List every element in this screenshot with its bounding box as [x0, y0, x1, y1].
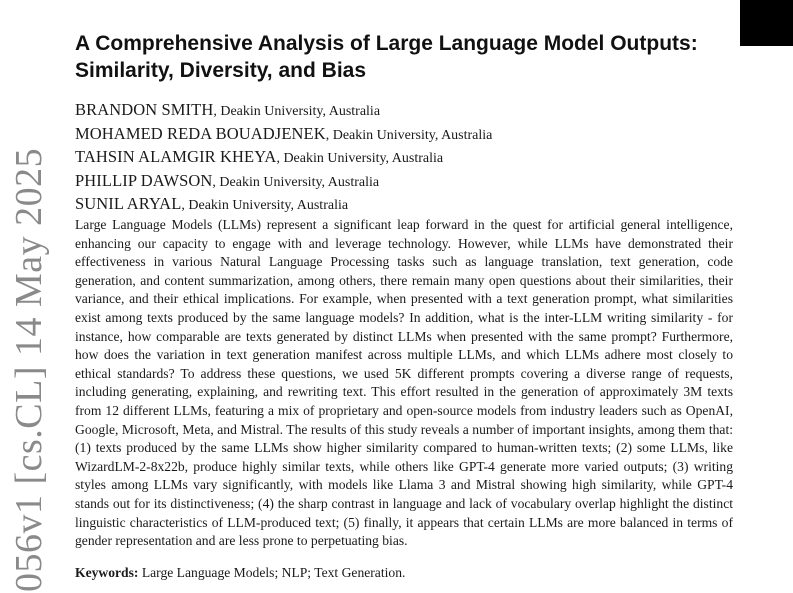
keywords-text: Large Language Models; NLP; Text Generation.: [138, 565, 406, 580]
author-entry: [75, 146, 755, 170]
author-name: BRANDON SMITH: [75, 100, 214, 119]
author-name: MOHAMED REDA BOUADJENEK: [75, 123, 326, 143]
abstract-paragraph: Large Language Models (LLMs) represent a significant leap forward in the quest for artificial general intelligence, enhancing our capacity to engage with and leverage technology. However, while LLMs have demonstrated their effectiveness in various Natural Language Processing tasks such as language translation, text generation, code generation, and content summarization, among others, there remain many open questions about their similarities, their variance, and their ethical implications. For example, when presented with a text generation prompt, what similarities exist among texts produced by the same language models? In addition, what is the inter-LLM writing similarity - for instance, how comparable are texts generated by distinct LLMs when presented with the same prompt? Furthermore, how does the variation in text generation manifest across multiple LLMs, and which LLMs adhere most closely to ethical standards? To address these questions, we used 5K different prompts covering a diverse range of requests, including generating, explaining, and rewriting text. This effort resulted in the generation of approximately 3M texts from 12 different LLMs, featuring a mix of proprietary and open-source models from industry leaders such as OpenAI, Google, Microsoft, Meta, and Mistral. The results of this study reveals a number of important insights, among them that: (1) texts produced by the same LLMs show higher similarity compared to human-written texts; (2) some LLMs, like WizardLM-2-8x22b, produce highly similar texts, while others like GPT-4 generate more varied outputs; (3) writing styles among LLMs vary significantly, with models like Llama 3 and Mistral showing high similarity, while GPT-4 stands out for its distinctiveness; (4) the sharp contrast in language and lack of vocabulary overlap highlight the distinct linguistic characteristics of LLM-produced text; (5) finally, it appears that certain LLMs are more balanced in terms of gender representation and are less prone to perpetuating bias.: [75, 217, 733, 549]
author-entry: [75, 170, 755, 194]
author-affiliation: , Deakin University, Australia: [325, 127, 493, 143]
author-affiliation: , Deakin University, Australia: [212, 174, 380, 190]
author-affiliation: , Deakin University, Australia: [181, 198, 349, 214]
author-list: [75, 99, 755, 217]
author-entry: [75, 123, 755, 147]
author-name: SUNIL ARYAL: [75, 194, 182, 214]
paper-title: A Comprehensive Analysis of Large Language Model Outputs: Similarity, Diversity, and Bias: [75, 32, 698, 82]
keywords-label: Keywords:: [75, 565, 139, 580]
author-affiliation: , Deakin University, Australia: [213, 104, 381, 119]
corner-black-block: [740, 0, 793, 46]
author-name: PHILLIP DAWSON: [75, 170, 213, 190]
author-entry: [75, 193, 755, 217]
author-affiliation: , Deakin University, Australia: [276, 151, 444, 167]
keywords-line: [75, 564, 733, 583]
author-name: TAHSIN ALAMGIR KHEYA: [75, 147, 277, 167]
arxiv-identifier-stamp: 056v1 [cs.CL] 14 May 2025: [8, 147, 50, 592]
author-entry: [75, 99, 755, 123]
